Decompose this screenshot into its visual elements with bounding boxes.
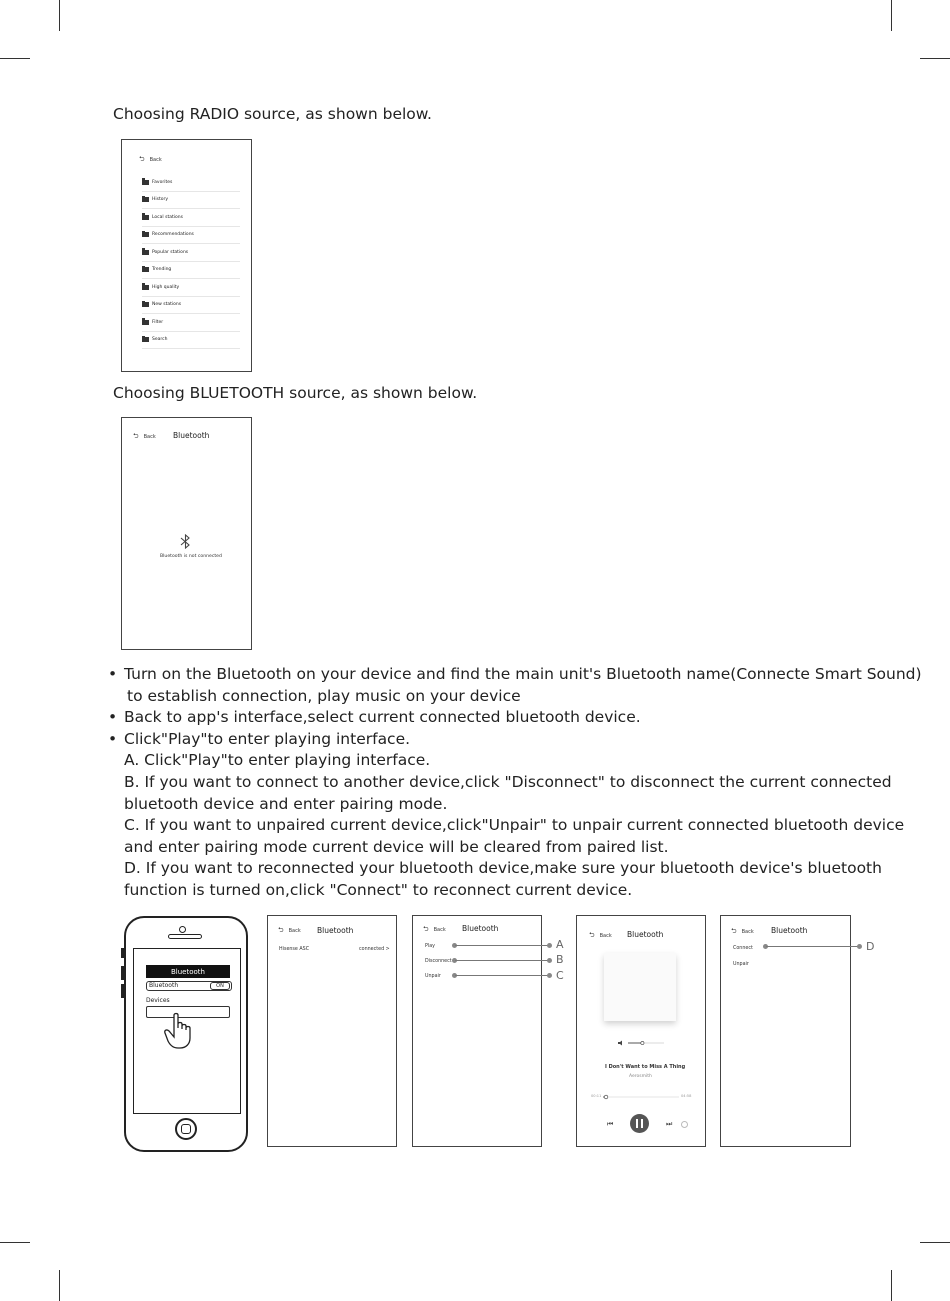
radio-item-history[interactable] bbox=[142, 192, 240, 210]
bluetooth-toggle-row[interactable] bbox=[146, 981, 232, 991]
back-arrow-icon: ⮌ bbox=[423, 925, 429, 933]
callout-line bbox=[455, 960, 548, 961]
progress-bar[interactable] bbox=[601, 1094, 681, 1100]
bullet-item bbox=[108, 729, 908, 751]
folder-icon bbox=[142, 320, 149, 325]
callout-line bbox=[766, 946, 860, 947]
screen-title: Bluetooth bbox=[173, 431, 210, 440]
disconnect-option[interactable]: Disconnect bbox=[425, 959, 452, 964]
bluetooth-icon bbox=[179, 534, 192, 549]
radio-item-label: Favorites bbox=[152, 179, 173, 185]
radio-item-label: Local stations bbox=[152, 214, 183, 220]
back-arrow-icon: ⮌ bbox=[731, 927, 737, 935]
previous-icon[interactable]: ⏮ bbox=[607, 1120, 614, 1128]
callout-label-b: B bbox=[556, 953, 564, 966]
bluetooth-switch[interactable] bbox=[210, 982, 230, 990]
back-button[interactable] bbox=[589, 931, 612, 942]
radio-item-filter[interactable] bbox=[142, 314, 240, 332]
back-button[interactable] bbox=[423, 925, 446, 936]
radio-item-favorites[interactable] bbox=[142, 174, 240, 192]
callout-dot bbox=[857, 944, 862, 949]
phone-illustration bbox=[124, 916, 248, 1152]
radio-item-search[interactable] bbox=[142, 332, 240, 350]
crop-mark bbox=[920, 58, 950, 59]
time-total: 04:58 bbox=[681, 1094, 692, 1098]
callout-label-d: D bbox=[866, 940, 875, 953]
bullet-marker: • bbox=[108, 729, 118, 748]
folder-icon bbox=[142, 337, 149, 342]
step-text: D. If you want to reconnected your bluetooth device,make sure your bluetooth device's bluetooth bbox=[124, 859, 882, 878]
folder-icon bbox=[142, 250, 149, 255]
back-button[interactable] bbox=[731, 927, 754, 938]
volume-slider[interactable] bbox=[618, 1040, 666, 1046]
back-button[interactable] bbox=[139, 155, 162, 166]
step-text: A. Click"Play"to enter playing interface. bbox=[124, 751, 431, 770]
back-label: Back bbox=[143, 434, 156, 440]
callout-dot bbox=[547, 943, 552, 948]
back-button[interactable] bbox=[133, 432, 156, 443]
step-text: function is turned on,click "Connect" to reconnect current device. bbox=[124, 880, 633, 899]
radio-item-trending[interactable] bbox=[142, 262, 240, 280]
screen-title: Bluetooth bbox=[462, 924, 499, 933]
bullet-item bbox=[108, 707, 908, 729]
back-label: Back bbox=[741, 929, 754, 935]
step-text: B. If you want to connect to another device,click "Disconnect" to disconnect the current connected bbox=[124, 772, 892, 791]
bullet-text: Back to app's interface,select current connected bluetooth device. bbox=[124, 708, 641, 727]
back-button[interactable] bbox=[278, 926, 301, 937]
folder-icon bbox=[142, 267, 149, 272]
radio-item-local-stations[interactable] bbox=[142, 209, 240, 227]
radio-item-label: Popular stations bbox=[152, 249, 189, 255]
crop-mark bbox=[0, 1242, 30, 1243]
unpair-option[interactable]: Unpair bbox=[733, 962, 749, 967]
crop-mark bbox=[920, 1242, 950, 1243]
bluetooth-reconnect-screen bbox=[720, 915, 851, 1147]
screen-title: Bluetooth bbox=[771, 926, 808, 935]
bullet-text: Turn on the Bluetooth on your device and find the main unit's Bluetooth name(Connecte Smart Sound) bbox=[124, 665, 922, 683]
time-elapsed: 00:11 bbox=[591, 1094, 602, 1098]
folder-icon bbox=[142, 197, 149, 202]
bullet-marker: • bbox=[108, 708, 118, 727]
folder-icon bbox=[142, 302, 149, 307]
phone-screen bbox=[133, 948, 241, 1114]
step-b-cont bbox=[108, 794, 908, 816]
bluetooth-playing-screen bbox=[576, 915, 706, 1147]
step-b bbox=[108, 772, 908, 794]
volume-icon bbox=[618, 1041, 622, 1046]
home-icon bbox=[181, 1124, 191, 1134]
radio-item-label: High quality bbox=[152, 284, 180, 290]
back-arrow-icon: ⮌ bbox=[278, 926, 284, 934]
bluetooth-options-screen bbox=[412, 915, 542, 1147]
side-button bbox=[121, 948, 124, 958]
screen-title: Bluetooth bbox=[627, 930, 664, 939]
crop-mark bbox=[0, 58, 30, 59]
folder-icon bbox=[142, 232, 149, 237]
bluetooth-label: Bluetooth bbox=[149, 982, 179, 989]
radio-item-recommendations[interactable] bbox=[142, 227, 240, 245]
callout-label-c: C bbox=[556, 969, 564, 982]
radio-menu bbox=[142, 174, 240, 349]
step-c-cont bbox=[108, 837, 908, 859]
crop-mark bbox=[59, 0, 60, 31]
callout-dot bbox=[547, 973, 552, 978]
device-status: connected > bbox=[359, 947, 390, 952]
back-label: Back bbox=[433, 927, 446, 933]
back-arrow-icon: ⮌ bbox=[133, 432, 139, 440]
back-arrow-icon: ⮌ bbox=[589, 931, 595, 939]
radio-item-label: History bbox=[152, 197, 169, 203]
crop-mark bbox=[891, 1270, 892, 1301]
device-name[interactable]: Hisense ASC bbox=[279, 947, 310, 952]
side-button bbox=[121, 984, 124, 998]
next-icon[interactable]: ⏭ bbox=[666, 1120, 673, 1128]
folder-icon bbox=[142, 285, 149, 290]
speaker-grille bbox=[168, 934, 202, 939]
radio-item-label: Recommendations bbox=[152, 232, 194, 238]
instructions bbox=[108, 664, 922, 902]
bullet-text: Click"Play"to enter playing interface. bbox=[124, 729, 411, 748]
radio-heading: Choosing RADIO source, as shown below. bbox=[113, 105, 432, 123]
callout-line bbox=[455, 975, 548, 976]
step-d-cont bbox=[108, 880, 908, 902]
play-option[interactable]: Play bbox=[425, 944, 436, 949]
callout-line bbox=[455, 945, 548, 946]
phone-header: Bluetooth bbox=[146, 965, 230, 978]
back-arrow-icon: ⮌ bbox=[139, 155, 145, 163]
bullet-item bbox=[108, 664, 922, 686]
bluetooth-screen bbox=[121, 417, 252, 650]
bullet-marker: • bbox=[108, 665, 118, 683]
connect-option[interactable]: Connect bbox=[733, 946, 753, 951]
step-a bbox=[108, 750, 908, 772]
radio-item-label: Trending bbox=[152, 267, 172, 273]
bluetooth-status: Bluetooth is not connected bbox=[160, 554, 222, 559]
crop-mark bbox=[59, 1270, 60, 1301]
radio-item-label: New stations bbox=[152, 302, 182, 308]
devices-label: Devices bbox=[146, 997, 170, 1004]
radio-item-popular-stations[interactable] bbox=[142, 244, 240, 262]
callout-label-a: A bbox=[556, 938, 564, 951]
radio-item-high-quality[interactable] bbox=[142, 279, 240, 297]
pause-button[interactable] bbox=[630, 1114, 649, 1133]
bullet-text: to establish connection, play music on your device bbox=[127, 686, 521, 705]
switch-label: ON bbox=[216, 983, 224, 989]
hand-pointer-icon bbox=[164, 1012, 194, 1050]
folder-icon bbox=[142, 215, 149, 220]
bluetooth-heading: Choosing BLUETOOTH source, as shown below. bbox=[113, 384, 478, 402]
song-title: I Don't Want to Miss A Thing bbox=[605, 1064, 686, 1070]
artist-name: Aerosmith bbox=[629, 1074, 652, 1079]
step-text: and enter pairing mode current device will be cleared from paired list. bbox=[124, 837, 669, 856]
album-art bbox=[604, 953, 676, 1021]
side-button bbox=[121, 966, 124, 980]
bullet-continuation bbox=[108, 686, 908, 708]
back-label: Back bbox=[149, 157, 162, 163]
radio-item-new-stations[interactable] bbox=[142, 297, 240, 315]
repeat-icon[interactable] bbox=[681, 1121, 688, 1128]
folder-icon bbox=[142, 180, 149, 185]
back-label: Back bbox=[599, 933, 612, 939]
pause-icon bbox=[636, 1119, 638, 1128]
radio-item-label: Search bbox=[152, 337, 168, 343]
step-c bbox=[108, 815, 908, 837]
back-label: Back bbox=[288, 928, 301, 934]
radio-screen bbox=[121, 139, 252, 372]
volume-knob bbox=[641, 1041, 644, 1044]
camera-icon bbox=[179, 926, 186, 933]
pause-icon bbox=[641, 1119, 643, 1128]
home-button[interactable] bbox=[175, 1118, 197, 1140]
radio-item-label: Filter bbox=[152, 319, 164, 325]
unpair-option[interactable]: Unpair bbox=[425, 974, 441, 979]
bluetooth-device-screen bbox=[267, 915, 397, 1147]
screen-title: Bluetooth bbox=[317, 926, 354, 935]
progress-knob bbox=[604, 1095, 608, 1099]
step-text: bluetooth device and enter pairing mode. bbox=[124, 794, 448, 813]
step-text: C. If you want to unpaired current device,click"Unpair" to unpair current connected bluetooth device bbox=[124, 816, 905, 835]
step-d bbox=[108, 858, 908, 880]
crop-mark bbox=[891, 0, 892, 31]
callout-dot bbox=[547, 958, 552, 963]
